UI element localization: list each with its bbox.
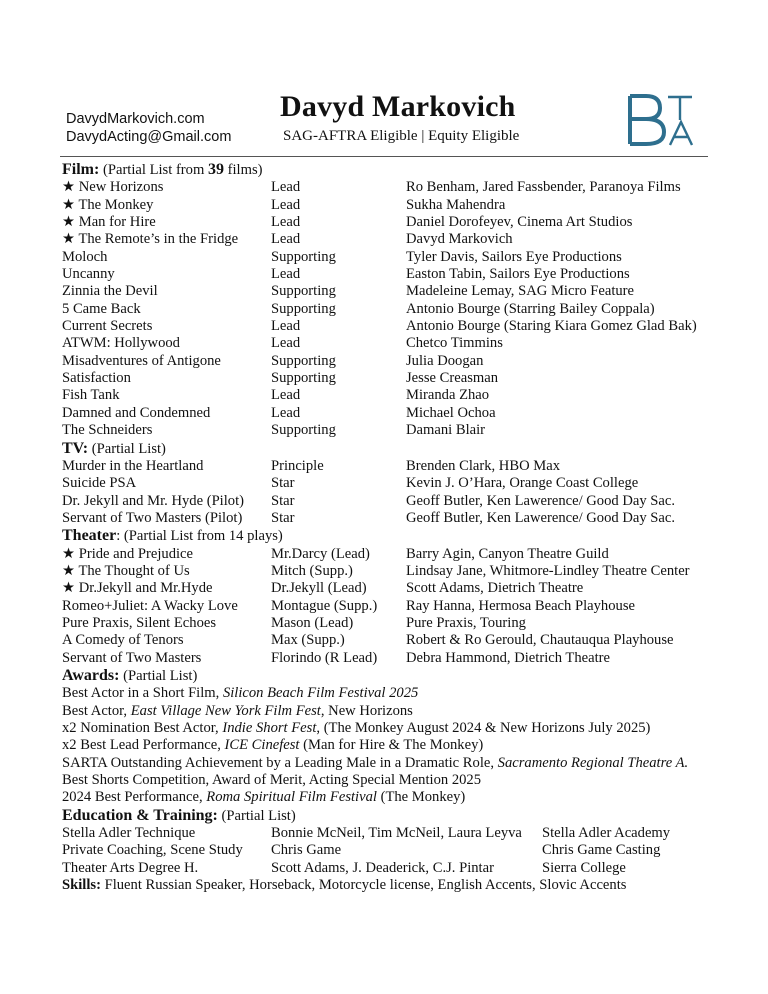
award-item	[62, 720, 722, 737]
film-role: Lead	[271, 231, 301, 248]
theater-role: Mason (Lead)	[271, 614, 354, 631]
film-title: Damned and Condemned	[62, 404, 211, 421]
film-title: Moloch	[62, 248, 108, 265]
film-role: Supporting	[271, 370, 336, 387]
award-festival: Indie Short Fest	[222, 720, 317, 736]
film-role: Supporting	[271, 283, 336, 300]
film-credit: Davyd Markovich	[406, 231, 513, 248]
award-item	[62, 685, 722, 702]
bta-logo	[626, 92, 698, 148]
film-credit: Michael Ochoa	[406, 404, 496, 421]
theater-title: ★ Pride and Prejudice	[62, 545, 194, 562]
training-subject: Theater Arts Degree H.	[62, 859, 199, 876]
resume-body	[62, 161, 722, 894]
tv-credit: Kevin J. O’Hara, Orange Coast College	[406, 475, 639, 492]
skills-line	[62, 877, 722, 894]
training-teacher: Scott Adams, J. Deaderick, C.J. Pintar	[271, 859, 494, 876]
film-role: Lead	[271, 266, 301, 283]
film-credit: Tyler Davis, Sailors Eye Productions	[406, 248, 622, 265]
film-credit: Easton Tabin, Sailors Eye Productions	[406, 266, 630, 283]
film-credit: Antonio Bourge (Staring Kiara Gomez Glad Bak)	[406, 318, 697, 335]
tv-role: Star	[271, 509, 295, 526]
film-credit-row	[62, 249, 722, 266]
award-item	[62, 755, 722, 772]
film-role: Lead	[271, 196, 301, 213]
union-status: SAG-AFTRA Eligible | Equity Eligible	[283, 128, 520, 144]
film-credit-row	[62, 214, 722, 231]
film-role: Lead	[271, 335, 301, 352]
film-credit-row	[62, 301, 722, 318]
award-festival: Roma Spiritual Film Festival	[206, 789, 377, 806]
training-note: (Partial List)	[221, 807, 296, 824]
award-festival: ICE Cinefest	[224, 737, 300, 754]
film-credit: Sukha Mahendra	[406, 196, 506, 213]
film-title: Zinnia the Devil	[62, 283, 158, 300]
training-section-header	[62, 807, 722, 825]
film-credit-row	[62, 387, 722, 404]
training-row	[62, 825, 722, 842]
award-item	[62, 737, 722, 754]
film-title: ★ Man for Hire	[62, 214, 156, 231]
tv-title: Murder in the Heartland	[62, 457, 204, 474]
award-festival: East Village New York Film Fest	[130, 702, 321, 719]
award-festival: Sacramento Regional Theatre A.	[497, 754, 689, 771]
tv-role: Principle	[271, 457, 324, 474]
tv-title: Suicide PSA	[62, 475, 137, 492]
header-divider	[60, 156, 708, 157]
theater-role: Florindo (R Lead)	[271, 649, 378, 666]
training-row	[62, 842, 722, 859]
theater-title: ★ Dr.Jekyll and Mr.Hyde	[62, 580, 213, 597]
film-credit: Miranda Zhao	[406, 387, 490, 404]
tv-title: Dr. Jekyll and Mr. Hyde (Pilot)	[62, 492, 245, 509]
awards-heading: Awards:	[62, 666, 120, 684]
theater-credit: Barry Agin, Canyon Theatre Guild	[406, 545, 609, 562]
tv-credit: Geoff Butler, Ken Lawerence/ Good Day Sac.	[406, 492, 676, 509]
training-heading: Education & Training:	[62, 806, 218, 824]
skills-text: Fluent Russian Speaker, Horseback, Motorcycle license, English Accents, Slovic Accents	[104, 877, 627, 894]
film-role: Lead	[271, 318, 301, 335]
theater-credit: Robert & Ro Gerould, Chautauqua Playhouse	[406, 632, 674, 649]
award-item	[62, 789, 722, 806]
tv-credit: Geoff Butler, Ken Lawerence/ Good Day Sac.	[406, 509, 676, 526]
theater-credit-row	[62, 546, 722, 563]
film-credit-row	[62, 266, 722, 283]
film-count: 39	[207, 161, 224, 178]
tv-credit: Brenden Clark, HBO Max	[406, 457, 561, 474]
theater-credit-row	[62, 563, 722, 580]
theater-credit: Pure Praxis, Touring	[406, 614, 526, 631]
film-role: Lead	[271, 214, 301, 231]
film-role: Supporting	[271, 352, 336, 369]
theater-role: Dr.Jekyll (Lead)	[271, 580, 367, 597]
film-note-end: films)	[223, 162, 263, 178]
film-role: Supporting	[271, 422, 336, 439]
training-subject: Private Coaching, Scene Study	[62, 842, 243, 859]
film-title: ★ New Horizons	[62, 179, 164, 196]
tv-note: (Partial List)	[91, 440, 166, 457]
film-title: Current Secrets	[62, 318, 153, 335]
theater-title: Servant of Two Masters	[62, 649, 202, 666]
theater-role: Max (Supp.)	[271, 632, 345, 649]
email-link[interactable]: DavydActing@Gmail.com	[66, 129, 232, 145]
theater-credit-row	[62, 580, 722, 597]
film-credit-row	[62, 422, 722, 439]
film-credit-row	[62, 179, 722, 196]
training-subject: Stella Adler Technique	[62, 825, 196, 842]
film-title: Uncanny	[62, 266, 115, 283]
award-text: x2 Nomination Best Actor,	[62, 720, 223, 736]
film-credit: Daniel Dorofeyev, Cinema Art Studios	[406, 214, 633, 231]
film-heading: Film:	[62, 161, 100, 178]
tv-credit-row	[62, 510, 722, 527]
film-role: Supporting	[271, 300, 336, 317]
award-festival: Silicon Beach Film Festival 2025	[222, 685, 419, 702]
film-credit: Antonio Bourge (Starring Bailey Coppala)	[406, 300, 655, 317]
theater-credit: Debra Hammond, Dietrich Theatre	[406, 649, 610, 666]
tv-role: Star	[271, 492, 295, 509]
award-text: 2024 Best Performance,	[62, 789, 207, 806]
film-role: Lead	[271, 179, 301, 196]
film-credit: Madeleine Lemay, SAG Micro Feature	[406, 283, 635, 300]
award-text: x2 Best Lead Performance,	[62, 737, 225, 754]
theater-credit-row	[62, 632, 722, 649]
skills-heading: Skills:	[62, 877, 101, 894]
training-list	[62, 825, 722, 877]
film-role: Supporting	[271, 248, 336, 265]
tv-credit-row	[62, 458, 722, 475]
film-credit-row	[62, 318, 722, 335]
film-credit-row	[62, 197, 722, 214]
film-credit: Julia Doogan	[406, 352, 484, 369]
film-section-header	[62, 161, 722, 179]
award-text: Best Actor,	[62, 702, 131, 719]
film-list	[62, 179, 722, 439]
film-credit: Chetco Timmins	[406, 335, 503, 352]
film-title: The Schneiders	[62, 422, 153, 439]
film-title: Fish Tank	[62, 387, 120, 404]
theater-title: A Comedy of Tenors	[62, 632, 184, 649]
theater-role: Mr.Darcy (Lead)	[271, 545, 370, 562]
theater-credit-row	[62, 650, 722, 667]
theater-credit: Scott Adams, Dietrich Theatre	[406, 580, 584, 597]
film-credit-row	[62, 283, 722, 300]
theater-role: Montague (Supp.)	[271, 597, 378, 614]
film-title: ATWM: Hollywood	[62, 335, 180, 352]
theater-list	[62, 546, 722, 667]
actor-name: Davyd Markovich	[280, 90, 516, 123]
training-teacher: Bonnie McNeil, Tim McNeil, Laura Leyva	[271, 825, 522, 842]
film-credit-row	[62, 353, 722, 370]
theater-title: Romeo+Juliet: A Wacky Love	[62, 597, 238, 614]
theater-title: Pure Praxis, Silent Echoes	[62, 614, 217, 631]
award-detail: (Man for Hire & The Monkey)	[299, 737, 484, 754]
film-title: Satisfaction	[62, 370, 131, 387]
film-role: Lead	[271, 404, 301, 421]
award-text: Best Actor in a Short Film,	[62, 685, 223, 702]
film-credit-row	[62, 405, 722, 422]
training-school: Stella Adler Academy	[542, 825, 671, 842]
film-title: 5 Came Back	[62, 300, 141, 317]
theater-credit-row	[62, 615, 722, 632]
training-teacher: Chris Game	[271, 842, 342, 859]
theater-title: ★ The Thought of Us	[62, 562, 190, 579]
film-credit-row	[62, 370, 722, 387]
tv-list	[62, 458, 722, 527]
training-school: Sierra College	[542, 859, 626, 876]
award-text: SARTA Outstanding Achievement by a Leading Male in a Dramatic Role,	[62, 754, 498, 771]
theater-credit: Ray Hanna, Hermosa Beach Playhouse	[406, 597, 635, 614]
award-detail: (The Monkey)	[376, 789, 466, 806]
training-row	[62, 860, 722, 877]
tv-credit-row	[62, 493, 722, 510]
tv-credit-row	[62, 475, 722, 492]
film-credit-row	[62, 335, 722, 352]
theater-section-header	[62, 527, 722, 545]
film-credit: Damani Blair	[406, 422, 486, 439]
film-credit-row	[62, 231, 722, 248]
website-link[interactable]: DavydMarkovich.com	[66, 111, 205, 127]
tv-section-header	[62, 440, 722, 458]
film-role: Lead	[271, 387, 301, 404]
award-detail: , New Horizons	[320, 702, 413, 719]
film-credit: Jesse Creasman	[406, 370, 498, 387]
tv-heading: TV:	[62, 439, 89, 457]
film-note: (Partial List from	[102, 162, 208, 178]
training-school: Chris Game Casting	[542, 842, 661, 859]
theater-credit-row	[62, 598, 722, 615]
awards-section-header	[62, 667, 722, 685]
tv-role: Star	[271, 475, 295, 492]
theater-note: : (Partial List from 14 plays)	[116, 528, 283, 545]
theater-credit: Lindsay Jane, Whitmore-Lindley Theatre Center	[406, 562, 690, 579]
tv-title: Servant of Two Masters (Pilot)	[62, 509, 243, 526]
awards-list	[62, 685, 722, 806]
film-title: Misadventures of Antigone	[62, 352, 221, 369]
film-title: ★ The Remote’s in the Fridge	[62, 231, 239, 248]
contact-info	[66, 110, 231, 146]
awards-note: (Partial List)	[123, 667, 198, 684]
theater-heading: Theater	[62, 527, 117, 545]
film-credit: Ro Benham, Jared Fassbender, Paranoya Films	[406, 179, 681, 196]
award-item	[62, 703, 722, 720]
theater-role: Mitch (Supp.)	[271, 562, 353, 579]
award-item	[62, 772, 722, 789]
award-text: Best Shorts Competition, Award of Merit, Acting Special Mention 2025	[62, 772, 482, 789]
award-detail: , (The Monkey August 2024 & New Horizons July 2025)	[316, 720, 651, 736]
film-title: ★ The Monkey	[62, 196, 154, 213]
